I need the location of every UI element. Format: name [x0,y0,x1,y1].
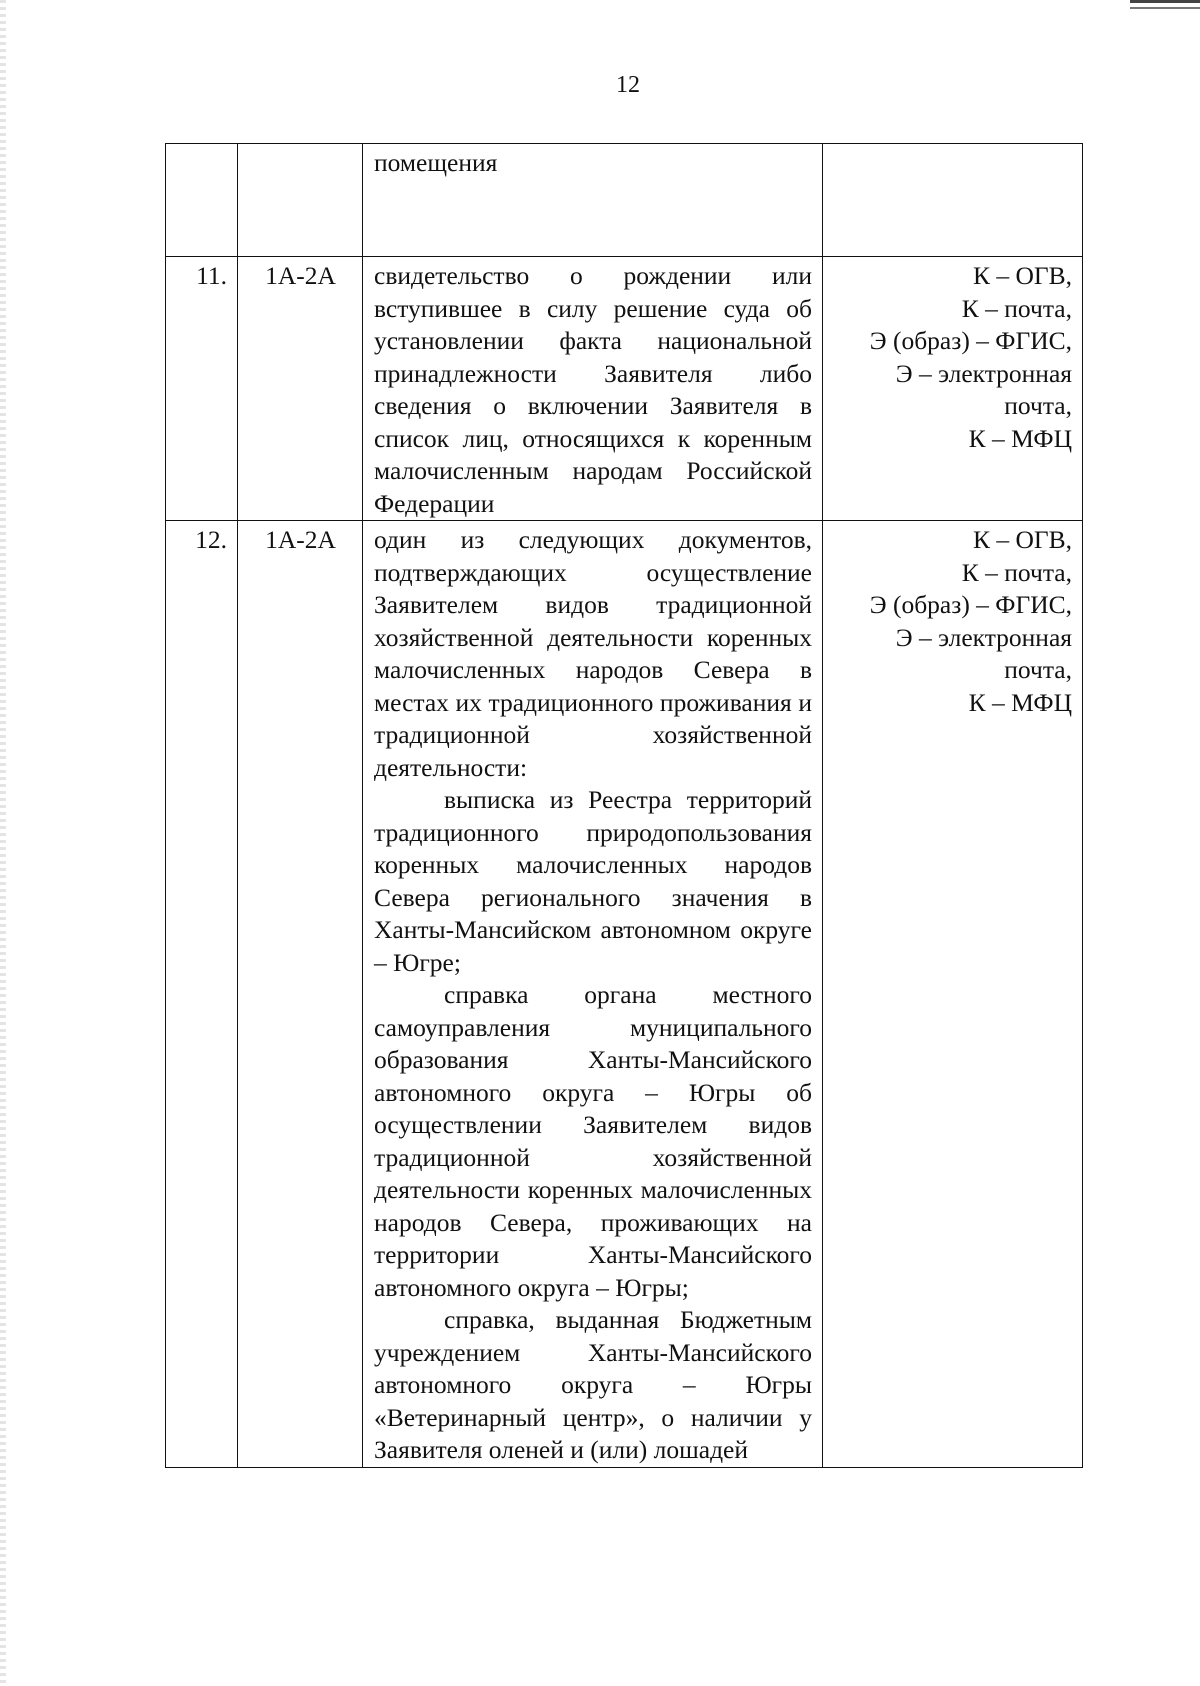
scan-corner-mark-2 [1130,7,1200,9]
row-code-cell: 1А-2А [238,257,363,521]
documents-table [165,143,1083,1468]
method-line: К – ОГВ, [972,525,1072,554]
row-description-cell [363,257,823,521]
method-line: К – ОГВ, [972,261,1072,290]
method-line: Э – электронная [895,622,1072,652]
row-methods-cell [823,257,1083,521]
method-line: К – почта, [961,557,1072,587]
row-code-cell [238,144,363,257]
method-line: Э – электронная [895,358,1072,388]
method-line: почта, [1004,391,1072,420]
table-row-continued [166,144,1083,257]
method-line: Э (образ) – ФГИС, [869,590,1072,619]
row-number-cell [166,144,238,257]
page-number: 12 [616,72,640,98]
row-11-description: свидетельство о рождении или вступившее в силу решение суда об установлении факта национальной принадлежности Заявителя либо сведения о включении Заявителя в список лиц, относящихся к коренным малочисленным народам Российской Федерации [374,261,812,518]
row-methods-cell [823,521,1083,1468]
row-methods-cell [823,144,1083,257]
method-line: Э (образ) – ФГИС, [869,326,1072,355]
row-12-description-intro: один из следующих документов, подтверждающих осуществление Заявителем видов традиционной хозяйственной деятельности коренных малочисленных народов Севера в местах их традиционного проживания и традиционной хозяйственной деятельности: [374,525,812,782]
row-description-cell [363,521,823,1468]
row-description-cell: помещения [363,144,823,257]
scan-edge [0,0,6,1686]
table-row-12 [166,521,1083,1468]
method-line: К – почта, [961,293,1072,323]
table-row-11 [166,257,1083,521]
row-number-cell: 12. [166,521,238,1468]
row-12-item-local-certificate: справка органа местного самоуправления муниципального образования Ханты-Мансийского автономного округа – Югры об осуществлении Заявителем видов традиционной хозяйственной деятельности коренных малочисленных народов Севера, проживающих на территории Ханты-Мансийского автономного округа – Югры; [374,980,812,1302]
method-line: К – МФЦ [968,423,1072,453]
row-12-item-vet-certificate: справка, выданная Бюджетным учреждением Ханты-Мансийского автономного округа – Югры «Ветеринарный центр», о наличии у Заявителя оленей и (или) лошадей [374,1305,812,1464]
row-code-cell: 1А-2А [238,521,363,1468]
method-line: К – МФЦ [968,687,1072,717]
method-line: почта, [1004,655,1072,684]
row-number-cell: 11. [166,257,238,521]
row-12-item-extract: выписка из Реестра территорий традиционного природопользования коренных малочисленных народов Севера регионального значения в Ханты-Мансийском автономном округе – Югре; [374,785,812,977]
scan-corner-mark [1130,0,1200,3]
